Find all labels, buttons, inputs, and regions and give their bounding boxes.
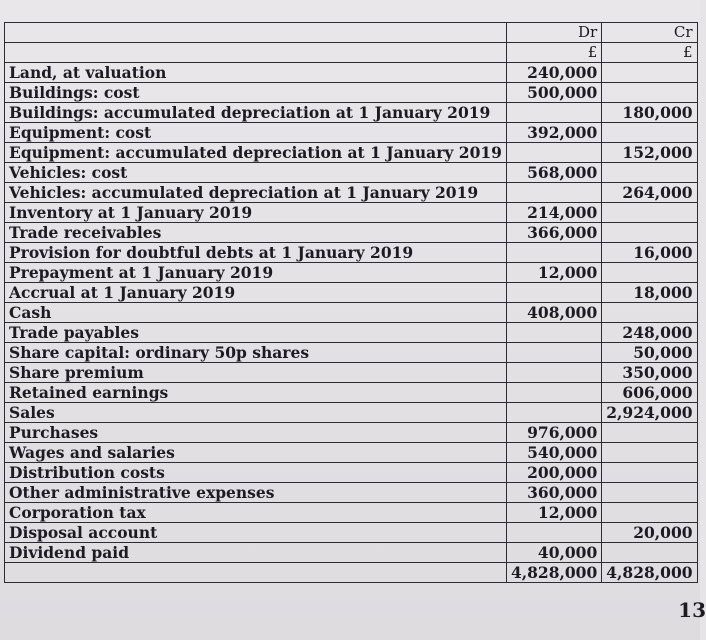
row-description: Dividend paid <box>5 543 507 563</box>
row-dr-amount: 360,000 <box>506 483 601 503</box>
trial-balance-table <box>4 22 698 583</box>
totals-blank <box>5 563 507 583</box>
row-description: Buildings: cost <box>5 83 507 103</box>
table-row <box>5 423 698 443</box>
table-row <box>5 383 698 403</box>
row-cr-amount <box>602 163 697 183</box>
row-cr-amount: 20,000 <box>602 523 697 543</box>
row-cr-amount: 350,000 <box>602 363 697 383</box>
row-cr-amount: 606,000 <box>602 383 697 403</box>
row-dr-amount <box>506 103 601 123</box>
currency-dr: £ <box>506 43 601 63</box>
row-dr-amount: 200,000 <box>506 463 601 483</box>
table-row <box>5 323 698 343</box>
row-cr-amount <box>602 463 697 483</box>
row-description: Share capital: ordinary 50p shares <box>5 343 507 363</box>
row-dr-amount <box>506 523 601 543</box>
row-dr-amount: 568,000 <box>506 163 601 183</box>
row-dr-amount <box>506 283 601 303</box>
table-row <box>5 263 698 283</box>
row-cr-amount <box>602 203 697 223</box>
page-number: 13 <box>678 598 706 622</box>
row-description: Wages and salaries <box>5 443 507 463</box>
table-row <box>5 143 698 163</box>
row-dr-amount: 12,000 <box>506 263 601 283</box>
table-row <box>5 283 698 303</box>
row-cr-amount: 18,000 <box>602 283 697 303</box>
row-cr-amount: 2,924,000 <box>602 403 697 423</box>
row-dr-amount: 976,000 <box>506 423 601 443</box>
currency-cr: £ <box>602 43 697 63</box>
row-dr-amount <box>506 243 601 263</box>
row-dr-amount: 214,000 <box>506 203 601 223</box>
table-row <box>5 163 698 183</box>
row-description: Sales <box>5 403 507 423</box>
row-cr-amount: 152,000 <box>602 143 697 163</box>
row-dr-amount <box>506 363 601 383</box>
table-row <box>5 183 698 203</box>
header-cr: Cr <box>602 23 697 43</box>
header-row <box>5 23 698 43</box>
total-cr: 4,828,000 <box>602 563 697 583</box>
table-row <box>5 303 698 323</box>
table-row <box>5 403 698 423</box>
table-row <box>5 123 698 143</box>
row-description: Provision for doubtful debts at 1 January 2019 <box>5 243 507 263</box>
row-cr-amount <box>602 443 697 463</box>
table-row <box>5 483 698 503</box>
row-description: Purchases <box>5 423 507 443</box>
row-cr-amount <box>602 483 697 503</box>
row-dr-amount: 366,000 <box>506 223 601 243</box>
row-description: Disposal account <box>5 523 507 543</box>
row-dr-amount <box>506 323 601 343</box>
row-dr-amount: 500,000 <box>506 83 601 103</box>
row-description: Prepayment at 1 January 2019 <box>5 263 507 283</box>
table-row <box>5 363 698 383</box>
currency-row <box>5 43 698 63</box>
row-dr-amount <box>506 183 601 203</box>
row-cr-amount: 248,000 <box>602 323 697 343</box>
row-cr-amount: 16,000 <box>602 243 697 263</box>
row-cr-amount <box>602 423 697 443</box>
table-row <box>5 463 698 483</box>
table-row <box>5 103 698 123</box>
row-cr-amount <box>602 223 697 243</box>
row-description: Retained earnings <box>5 383 507 403</box>
row-dr-amount: 392,000 <box>506 123 601 143</box>
row-cr-amount <box>602 303 697 323</box>
row-description: Trade payables <box>5 323 507 343</box>
row-dr-amount: 240,000 <box>506 63 601 83</box>
header-blank <box>5 23 507 43</box>
table-row <box>5 83 698 103</box>
table-row <box>5 523 698 543</box>
table-row <box>5 243 698 263</box>
row-description: Trade receivables <box>5 223 507 243</box>
table-row <box>5 203 698 223</box>
row-description: Corporation tax <box>5 503 507 523</box>
row-cr-amount: 264,000 <box>602 183 697 203</box>
table-row <box>5 343 698 363</box>
row-dr-amount: 540,000 <box>506 443 601 463</box>
row-description: Cash <box>5 303 507 323</box>
row-cr-amount <box>602 263 697 283</box>
table-row <box>5 543 698 563</box>
row-dr-amount: 40,000 <box>506 543 601 563</box>
row-description: Distribution costs <box>5 463 507 483</box>
row-description: Share premium <box>5 363 507 383</box>
row-cr-amount <box>602 123 697 143</box>
row-description: Equipment: accumulated depreciation at 1 January 2019 <box>5 143 507 163</box>
row-description: Inventory at 1 January 2019 <box>5 203 507 223</box>
row-cr-amount: 180,000 <box>602 103 697 123</box>
header-dr: Dr <box>506 23 601 43</box>
row-description: Other administrative expenses <box>5 483 507 503</box>
row-dr-amount: 12,000 <box>506 503 601 523</box>
row-dr-amount <box>506 403 601 423</box>
row-dr-amount: 408,000 <box>506 303 601 323</box>
row-dr-amount <box>506 143 601 163</box>
row-description: Vehicles: accumulated depreciation at 1 January 2019 <box>5 183 507 203</box>
row-description: Accrual at 1 January 2019 <box>5 283 507 303</box>
row-dr-amount <box>506 383 601 403</box>
row-description: Land, at valuation <box>5 63 507 83</box>
table-row <box>5 223 698 243</box>
row-cr-amount <box>602 63 697 83</box>
row-cr-amount <box>602 503 697 523</box>
row-dr-amount <box>506 343 601 363</box>
currency-blank <box>5 43 507 63</box>
row-description: Buildings: accumulated depreciation at 1 January 2019 <box>5 103 507 123</box>
row-cr-amount: 50,000 <box>602 343 697 363</box>
row-cr-amount <box>602 83 697 103</box>
row-cr-amount <box>602 543 697 563</box>
table-row <box>5 443 698 463</box>
row-description: Vehicles: cost <box>5 163 507 183</box>
totals-row <box>5 563 698 583</box>
table-row <box>5 503 698 523</box>
row-description: Equipment: cost <box>5 123 507 143</box>
table-row <box>5 63 698 83</box>
total-dr: 4,828,000 <box>506 563 601 583</box>
